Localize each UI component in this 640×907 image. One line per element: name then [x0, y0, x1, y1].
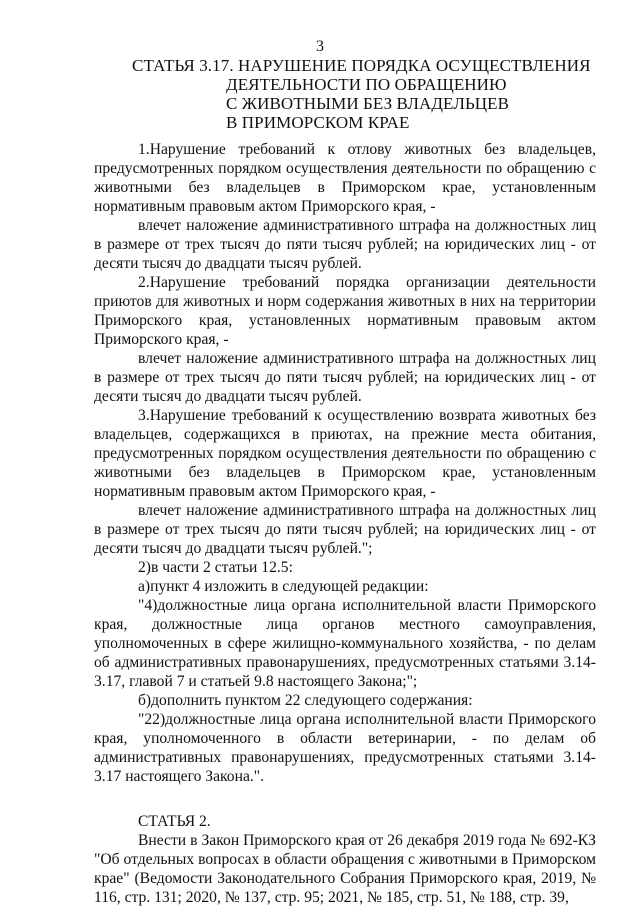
paragraph: "4)должностные лица органа исполнительной власти Приморского края, должностные лица органов местного самоуправления, уполномоченных в сфере жилищно-коммунального хозяйства, - по делам об административных правонарушениях, предусмотренных статьями 3.14-3.17, главой 7 и статьей 9.8 настоящего Закона;"; — [94, 597, 596, 690]
paragraph: влечет наложение административного штрафа на должностных лиц в размере от трех тысяч до пяти тысяч рублей; на юридических лиц - от десяти тысяч до двадцати тысяч рублей. — [94, 350, 596, 405]
paragraph: 1.Нарушение требований к отлову животных без владельцев, предусмотренных порядком осуществления деятельности по обращению с животными без владельцев в Приморском крае, установленным нормативным правовым актом Приморского края, - — [94, 141, 596, 215]
title-line: ДЕЯТЕЛЬНОСТИ ПО ОБРАЩЕНИЮ — [226, 75, 507, 94]
page-number: 3 — [316, 38, 324, 55]
article-2-text: Внести в Закон Приморского края от 26 декабря 2019 года № 692-КЗ "Об отдельных вопросах в области обращения с животными в Приморском крае" (Ведомости Законодательного Собрания Приморского края, 2019, № 116, стр. 131; 2020, № 137, стр. 95; 2021, № 185, стр. 51, № 188, стр. 39, — [94, 832, 596, 906]
document-body — [94, 140, 596, 907]
paragraph: "22)должностные лица органа исполнительной власти Приморского края, уполномоченного в области ветеринарии, - по делам об административных правонарушениях, предусмотренных статьями 3.14-3.17 настоящего Закона.". — [94, 711, 596, 785]
paragraph: 3.Нарушение требований к осуществлению возврата животных без владельцев, содержащихся в приютах, на прежние места обитания, предусмотренных порядком осуществления деятельности по обращению с животными без владельцев в Приморском крае, установленным нормативным правовым актом Приморского края, - — [94, 407, 596, 500]
article-title — [132, 56, 592, 132]
paragraph: 2)в части 2 статьи 12.5: — [138, 559, 293, 576]
paragraph: влечет наложение административного штрафа на должностных лиц в размере от трех тысяч до пяти тысяч рублей; на юридических лиц - от десяти тысяч до двадцати тысяч рублей."; — [94, 502, 596, 557]
title-line: СТАТЬЯ 3.17. НАРУШЕНИЕ ПОРЯДКА ОСУЩЕСТВЛЕНИЯ — [132, 56, 591, 75]
spacer — [94, 786, 596, 812]
title-line: В ПРИМОРСКОМ КРАЕ — [226, 113, 410, 132]
paragraph: 2.Нарушение требований порядка организации деятельности приютов для животных и норм содержания животных в них на территории Приморского края, установленных нормативным правовым актом Приморского края, - — [94, 274, 596, 348]
paragraph: влечет наложение административного штрафа на должностных лиц в размере от трех тысяч до пяти тысяч рублей; на юридических лиц - от десяти тысяч до двадцати тысяч рублей. — [94, 217, 596, 272]
paragraph: а)пункт 4 изложить в следующей редакции: — [138, 578, 429, 595]
title-line: С ЖИВОТНЫМИ БЕЗ ВЛАДЕЛЬЦЕВ — [226, 94, 510, 113]
paragraph: б)дополнить пунктом 22 следующего содержания: — [138, 692, 473, 709]
article-2-heading: СТАТЬЯ 2. — [138, 813, 211, 830]
